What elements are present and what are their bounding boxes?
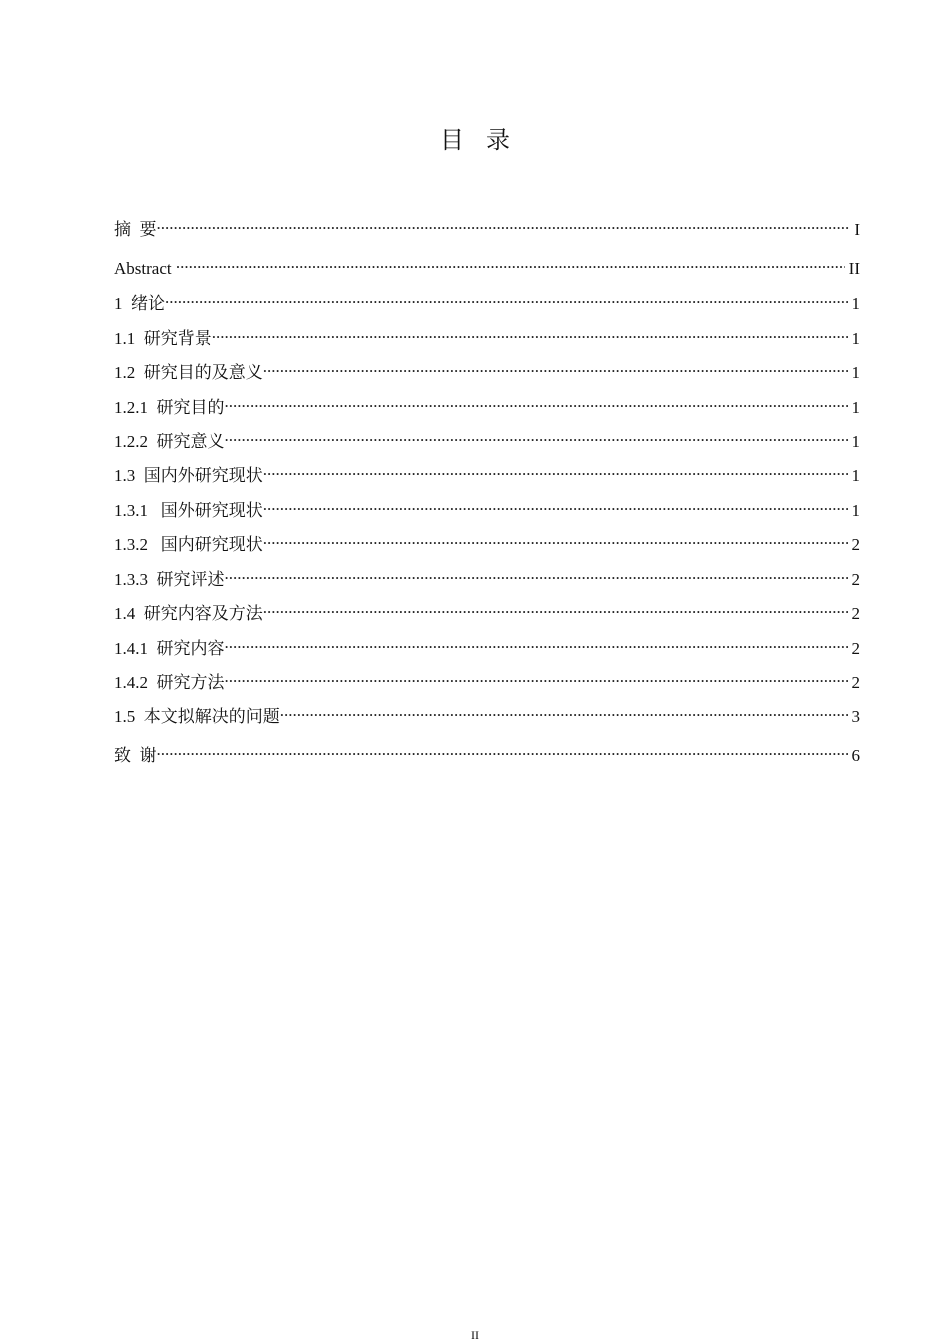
toc-entry-page: 1	[851, 363, 860, 382]
toc-entry-1-4-2[interactable]	[114, 666, 860, 692]
toc-entry-number: 1.2.2	[114, 432, 157, 451]
toc-entry-page: 1	[851, 398, 860, 417]
toc-dot-leader	[225, 632, 848, 654]
toc-entry-1-3-1[interactable]	[114, 494, 860, 520]
toc-entry-number: 1.3.2	[114, 535, 161, 554]
toc-entry-page: II	[848, 259, 860, 278]
toc-entry-1-5[interactable]	[114, 700, 860, 726]
toc-entry-number: 1.1	[114, 329, 144, 348]
toc-dot-leader	[263, 494, 848, 516]
toc-entry-1-1[interactable]	[114, 322, 860, 348]
toc-entry-page: 3	[851, 707, 860, 726]
toc-dot-leader	[225, 666, 848, 688]
toc-entry-abstract-en[interactable]	[114, 252, 860, 278]
toc-entry-label: 研究评述	[156, 570, 225, 589]
toc-dot-leader	[225, 425, 848, 447]
toc-entry-label: 国外研究现状	[160, 501, 263, 520]
toc-dot-leader	[263, 528, 848, 550]
toc-entry-1-4[interactable]	[114, 597, 860, 623]
toc-entry-number: 1.4	[114, 604, 144, 623]
toc-dot-leader	[225, 563, 848, 585]
toc-entry-page: 1	[851, 466, 860, 485]
toc-entry-label: 研究背景	[143, 329, 212, 348]
toc-dot-leader	[225, 391, 848, 413]
toc-entry-1[interactable]	[114, 287, 860, 313]
toc-dot-leader	[263, 459, 848, 481]
toc-dot-leader	[176, 252, 845, 274]
toc-entry-number: 1	[114, 294, 131, 313]
toc-entry-1-4-1[interactable]	[114, 632, 860, 658]
page-number-footer: II	[471, 1328, 479, 1342]
toc-entry-page: 2	[851, 639, 860, 658]
toc-entry-page: 1	[851, 294, 860, 313]
toc-entry-number: 1.4.1	[114, 639, 157, 658]
toc-entry-page: 6	[851, 746, 860, 765]
toc-dot-leader	[263, 597, 848, 619]
toc-entry-1-3-3[interactable]	[114, 563, 860, 589]
toc-entry-number: 1.3.3	[114, 570, 157, 589]
toc-entry-page: 1	[851, 432, 860, 451]
toc-dot-leader	[212, 322, 848, 344]
toc-entry-1-3[interactable]	[114, 459, 860, 485]
toc-entry-page: 2	[851, 604, 860, 623]
toc-entry-number: 1.3	[114, 466, 144, 485]
toc-entry-label: 摘 要	[114, 220, 157, 239]
toc-entry-label: 研究内容	[156, 639, 225, 658]
toc-entry-page: 2	[851, 673, 860, 692]
toc-entry-number: 1.5	[114, 707, 144, 726]
toc-entry-page: I	[854, 220, 860, 239]
toc-entry-number: 1.4.2	[114, 673, 157, 692]
toc-dot-leader	[157, 739, 848, 761]
toc-entry-acknowledgements[interactable]	[114, 739, 860, 765]
toc-entry-label: 国内研究现状	[160, 535, 263, 554]
toc-dot-leader	[165, 287, 848, 309]
toc-dot-leader	[157, 213, 851, 235]
toc-entry-page: 1	[851, 329, 860, 348]
page-title: 目录	[440, 128, 532, 154]
toc-entry-page: 2	[851, 535, 860, 554]
toc-entry-label: 研究目的	[156, 398, 225, 417]
toc-entry-label: 研究方法	[156, 673, 225, 692]
toc-entry-label: 本文拟解决的问题	[143, 707, 280, 726]
toc-entry-label: 国内外研究现状	[143, 466, 263, 485]
toc-entry-label: 研究内容及方法	[143, 604, 263, 623]
toc-entry-1-3-2[interactable]	[114, 528, 860, 554]
toc-entry-number: 1.2.1	[114, 398, 157, 417]
toc-entry-1-2-1[interactable]	[114, 391, 860, 417]
toc-entry-number: 1.3.1	[114, 501, 161, 520]
toc-dot-leader	[280, 700, 848, 722]
toc-entry-label: 研究目的及意义	[143, 363, 263, 382]
toc-entry-1-2[interactable]	[114, 356, 860, 382]
toc-entry-page: 2	[851, 570, 860, 589]
toc-entry-label: Abstract	[114, 259, 176, 278]
toc-entry-label: 致 谢	[114, 746, 157, 765]
toc-dot-leader	[263, 356, 848, 378]
toc-entry-label: 研究意义	[156, 432, 225, 451]
toc-entry-page: 1	[851, 501, 860, 520]
toc-entry-abstract-cn[interactable]	[114, 213, 860, 239]
toc-entry-1-2-2[interactable]	[114, 425, 860, 451]
toc-entry-label: 绪论	[131, 294, 165, 313]
toc-entry-number: 1.2	[114, 363, 144, 382]
